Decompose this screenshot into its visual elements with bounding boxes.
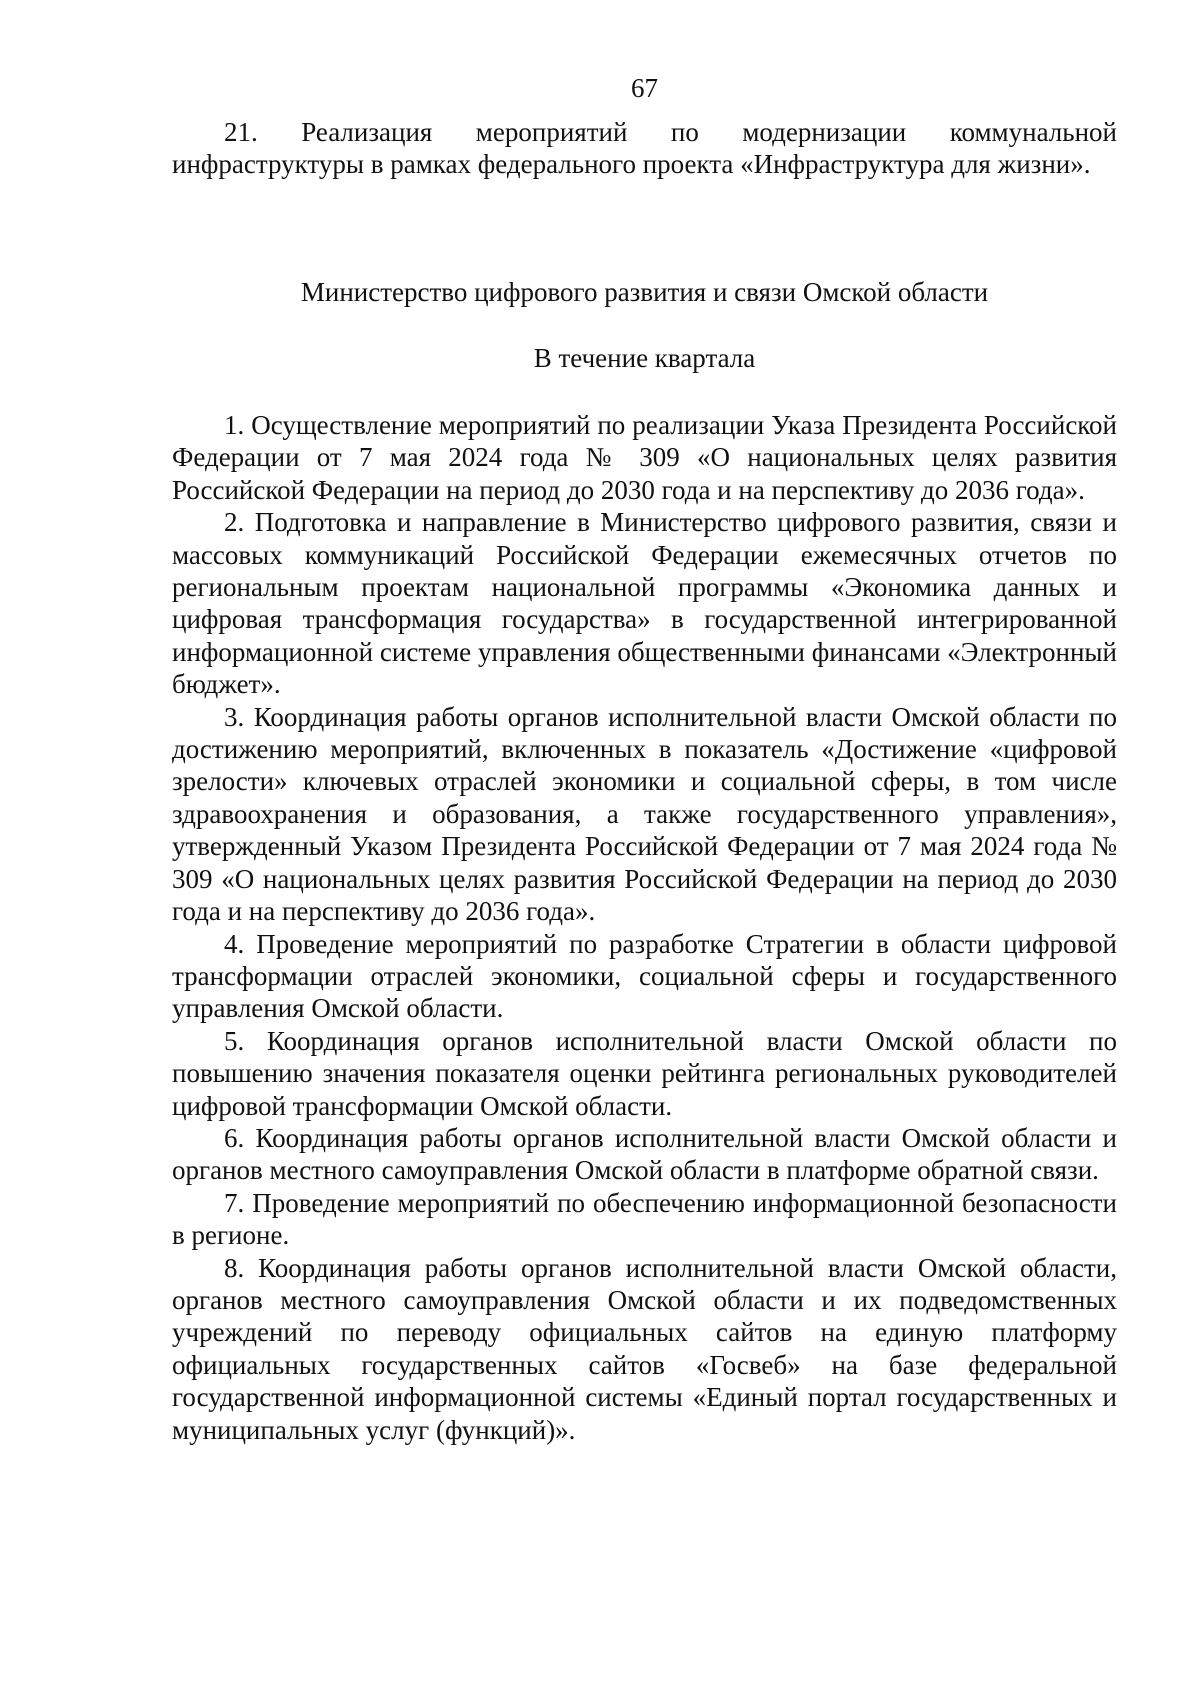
page-number: 67	[631, 73, 658, 103]
prior-item-block	[172, 116, 1117, 181]
items-list	[172, 409, 1117, 1446]
period-heading: В течение квартала	[533, 343, 756, 373]
list-item-21: 21. Реализация мероприятий по модернизации коммунальной инфраструктуры в рамках федерального проекта «Инфраструктура для жизни».	[172, 117, 1117, 180]
list-item: 6. Координация работы органов исполнительной власти Омской области и органов местного самоуправления Омской области в платформе обратной связи.	[172, 1122, 1117, 1186]
list-item: 2. Подготовка и направление в Министерство цифрового развития, связи и массовых коммуникаций Российской Федерации ежемесячных отчетов по региональным проектам национальной программы «Экономика данных и цифровая трансформация государства» в государственной интегрированной информационной системе управления общественными финансами «Электронный бюджет».	[172, 507, 1117, 700]
list-item: 5. Координация органов исполнительной власти Омской области по повышению значения показателя оценки рейтинга региональных руководителей цифровой трансформации Омской области.	[172, 1025, 1117, 1121]
list-item: 4. Проведение мероприятий по разработке Стратегии в области цифровой трансформации отраслей экономики, социальной сферы и государственного управления Омской области.	[172, 928, 1117, 1024]
list-item: 1. Осуществление мероприятий по реализации Указа Президента Российской Федерации от 7 мая 2024 года № 309 «О национальных целях развития Российской Федерации на период до 2030 года и на перспективу до 2036 года».	[172, 410, 1117, 505]
list-item: 3. Координация работы органов исполнительной власти Омской области по достижению мероприятий, включенных в показатель «Достижение «цифровой зрелости» ключевых отраслей экономики и социальной сферы, в том числе здравоохранения и образования, а также государственного управления», утвержденный Указом Президента Российской Федерации от 7 мая 2024 года № 309 «О национальных целях развития Российской Федерации на период до 2030 года и на перспективу до 2036 года».	[172, 701, 1117, 927]
organization-heading: Министерство цифрового развития и связи Омской области	[300, 277, 989, 307]
list-item: 7. Проведение мероприятий по обеспечению информационной безопасности в регионе.	[172, 1187, 1117, 1251]
list-item: 8. Координация работы органов исполнительной власти Омской области, органов местного самоуправления Омской области и их подведомственных учреждений по переводу официальных сайтов на единую платформу официальных государственных сайтов «Госвеб» на базе федеральной государственной информационной системы «Единый портал государственных и муниципальных услуг (функций)».	[172, 1252, 1117, 1445]
